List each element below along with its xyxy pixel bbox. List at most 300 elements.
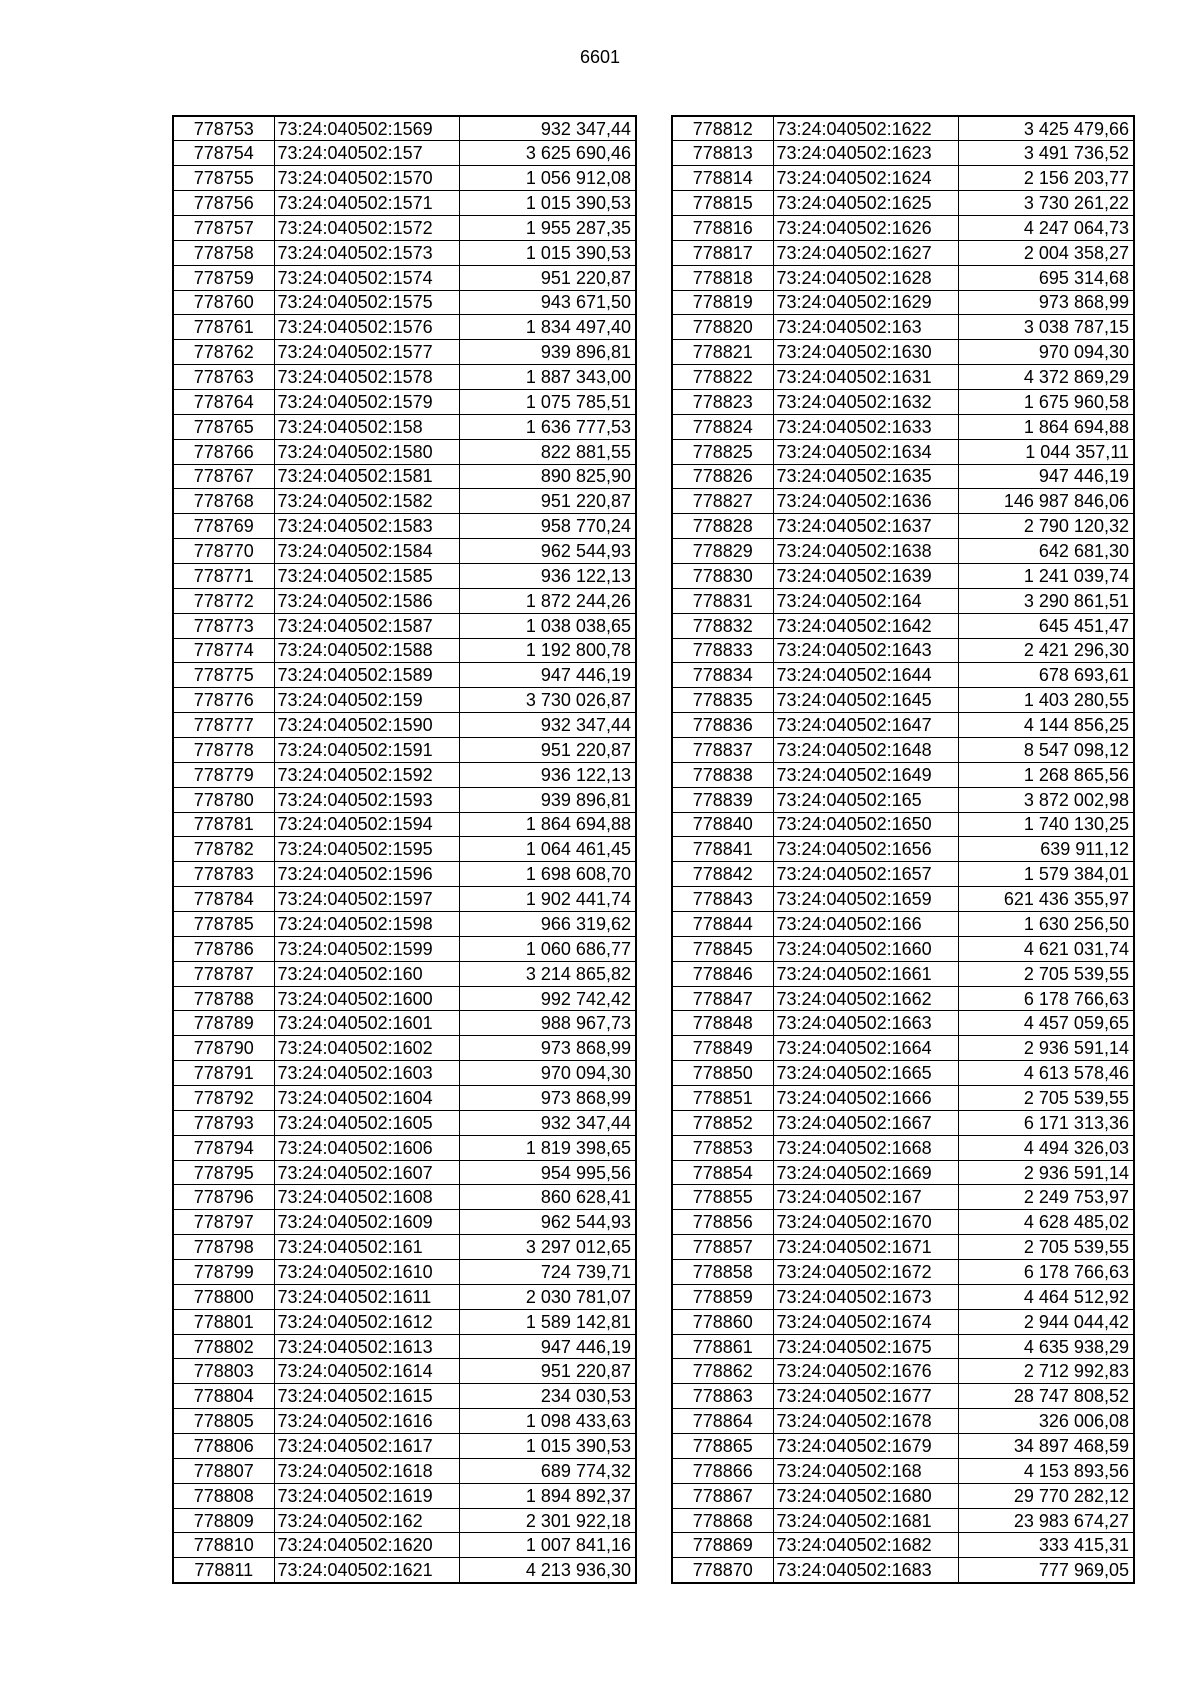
row-number-cell: 778865 [672,1434,773,1459]
table-row [173,762,636,787]
table-row [173,837,636,862]
table-row [672,1260,1134,1285]
row-number-cell: 778776 [173,688,274,713]
cadastral-number-cell: 73:24:040502:1634 [773,439,958,464]
cadastral-value-cell: 2 790 120,32 [958,514,1134,539]
table-row [672,1483,1134,1508]
table-row [672,713,1134,738]
cadastral-number-cell: 73:24:040502:1572 [274,215,459,240]
row-number-cell: 778807 [173,1458,274,1483]
cadastral-number-cell: 73:24:040502:1663 [773,1011,958,1036]
row-number-cell: 778856 [672,1210,773,1235]
cadastral-value-cell: 1 589 142,81 [459,1309,636,1334]
cadastral-number-cell: 73:24:040502:1575 [274,290,459,315]
row-number-cell: 778811 [173,1558,274,1583]
cadastral-value-cell: 1 955 287,35 [459,215,636,240]
row-number-cell: 778778 [173,737,274,762]
row-number-cell: 778802 [173,1334,274,1359]
cadastral-number-cell: 73:24:040502:1605 [274,1110,459,1135]
row-number-cell: 778853 [672,1135,773,1160]
row-number-cell: 778757 [173,215,274,240]
row-number-cell: 778783 [173,862,274,887]
table-row [672,265,1134,290]
cadastral-value-cell: 1 864 694,88 [459,812,636,837]
row-number-cell: 778793 [173,1110,274,1135]
row-number-cell: 778838 [672,762,773,787]
table-row [672,936,1134,961]
cadastral-value-cell: 936 122,13 [459,563,636,588]
cadastral-number-cell: 73:24:040502:1607 [274,1160,459,1185]
table-row [173,1558,636,1583]
table-row [173,1160,636,1185]
table-row [672,414,1134,439]
cadastral-value-cell: 4 153 893,56 [958,1458,1134,1483]
row-number-cell: 778781 [173,812,274,837]
row-number-cell: 778758 [173,240,274,265]
row-number-cell: 778846 [672,961,773,986]
table-row [173,737,636,762]
cadastral-value-cell: 947 446,19 [459,1334,636,1359]
cadastral-value-cell: 951 220,87 [459,265,636,290]
cadastral-value-cell: 1 864 694,88 [958,414,1134,439]
row-number-cell: 778862 [672,1359,773,1384]
table-row [672,812,1134,837]
table-row [672,1011,1134,1036]
cadastral-value-cell: 4 621 031,74 [958,936,1134,961]
cadastral-number-cell: 73:24:040502:1617 [274,1434,459,1459]
table-row [173,1309,636,1334]
cadastral-value-cell: 3 038 787,15 [958,315,1134,340]
cadastral-number-cell: 73:24:040502:1626 [773,215,958,240]
table-row [173,787,636,812]
cadastral-value-cell: 1 636 777,53 [459,414,636,439]
cadastral-number-cell: 73:24:040502:158 [274,414,459,439]
cadastral-number-cell: 73:24:040502:1650 [773,812,958,837]
cadastral-number-cell: 73:24:040502:1676 [773,1359,958,1384]
row-number-cell: 778868 [672,1508,773,1533]
table-row [173,439,636,464]
cadastral-value-cell: 1 834 497,40 [459,315,636,340]
table-row [672,1061,1134,1086]
cadastral-value-cell: 973 868,99 [459,1036,636,1061]
row-number-cell: 778763 [173,365,274,390]
table-row [672,1458,1134,1483]
cadastral-value-cell: 1 819 398,65 [459,1135,636,1160]
table-row [173,812,636,837]
cadastral-number-cell: 73:24:040502:1639 [773,563,958,588]
cadastral-value-cell: 1 887 343,00 [459,365,636,390]
row-number-cell: 778772 [173,588,274,613]
row-number-cell: 778787 [173,961,274,986]
cadastral-value-cell: 970 094,30 [958,340,1134,365]
cadastral-number-cell: 73:24:040502:1666 [773,1086,958,1111]
cadastral-number-cell: 73:24:040502:1680 [773,1483,958,1508]
row-number-cell: 778832 [672,613,773,638]
cadastral-number-cell: 73:24:040502:1645 [773,688,958,713]
cadastral-value-cell: 932 347,44 [459,713,636,738]
cadastral-number-cell: 73:24:040502:1662 [773,986,958,1011]
cadastral-value-cell: 639 911,12 [958,837,1134,862]
cadastral-value-cell: 4 613 578,46 [958,1061,1134,1086]
row-number-cell: 778842 [672,862,773,887]
cadastral-number-cell: 73:24:040502:1610 [274,1260,459,1285]
cadastral-number-cell: 73:24:040502:1667 [773,1110,958,1135]
cadastral-number-cell: 73:24:040502:1647 [773,713,958,738]
cadastral-value-cell: 860 628,41 [459,1185,636,1210]
cadastral-value-cell: 2 030 781,07 [459,1284,636,1309]
table-row [672,340,1134,365]
cadastral-value-cell: 1 075 785,51 [459,389,636,414]
table-row [173,1061,636,1086]
cadastral-number-cell: 73:24:040502:1673 [773,1284,958,1309]
cadastral-value-cell: 1 740 130,25 [958,812,1134,837]
row-number-cell: 778834 [672,663,773,688]
row-number-cell: 778817 [672,240,773,265]
row-number-cell: 778819 [672,290,773,315]
row-number-cell: 778767 [173,464,274,489]
cadastral-number-cell: 73:24:040502:1600 [274,986,459,1011]
cadastral-number-cell: 73:24:040502:168 [773,1458,958,1483]
cadastral-number-cell: 73:24:040502:1577 [274,340,459,365]
table-row [672,663,1134,688]
cadastral-value-cell: 1 698 608,70 [459,862,636,887]
cadastral-number-cell: 73:24:040502:1681 [773,1508,958,1533]
row-number-cell: 778854 [672,1160,773,1185]
cadastral-value-cell: 29 770 282,12 [958,1483,1134,1508]
table-row [672,365,1134,390]
cadastral-number-cell: 73:24:040502:1602 [274,1036,459,1061]
table-row [173,539,636,564]
row-number-cell: 778852 [672,1110,773,1135]
row-number-cell: 778812 [672,116,773,141]
table-row [173,1334,636,1359]
cadastral-number-cell: 73:24:040502:1625 [773,191,958,216]
cadastral-value-cell: 6 178 766,63 [958,986,1134,1011]
cadastral-number-cell: 73:24:040502:1671 [773,1235,958,1260]
cadastral-number-cell: 73:24:040502:1588 [274,638,459,663]
cadastral-value-cell: 2 705 539,55 [958,1086,1134,1111]
row-number-cell: 778760 [173,290,274,315]
cadastral-value-cell: 932 347,44 [459,116,636,141]
row-number-cell: 778815 [672,191,773,216]
table-row [173,1235,636,1260]
cadastral-value-cell: 2 944 044,42 [958,1309,1134,1334]
table-row [672,887,1134,912]
table-row [173,1260,636,1285]
row-number-cell: 778826 [672,464,773,489]
cadastral-number-cell: 73:24:040502:1677 [773,1384,958,1409]
table-row [672,613,1134,638]
row-number-cell: 778818 [672,265,773,290]
table-row [672,563,1134,588]
cadastral-value-cell: 966 319,62 [459,912,636,937]
row-number-cell: 778799 [173,1260,274,1285]
cadastral-number-cell: 73:24:040502:1678 [773,1409,958,1434]
table-row [173,514,636,539]
table-row [672,1409,1134,1434]
row-number-cell: 778835 [672,688,773,713]
table-row [173,936,636,961]
cadastral-value-cell: 4 144 856,25 [958,713,1134,738]
cadastral-value-cell: 2 301 922,18 [459,1508,636,1533]
page-number: 6601 [579,47,621,67]
table-row [173,290,636,315]
row-number-cell: 778753 [173,116,274,141]
table-row [173,1508,636,1533]
cadastral-number-cell: 73:24:040502:1598 [274,912,459,937]
cadastral-table-right [671,115,1135,1584]
row-number-cell: 778766 [173,439,274,464]
table-row [672,439,1134,464]
cadastral-value-cell: 8 547 098,12 [958,737,1134,762]
row-number-cell: 778825 [672,439,773,464]
row-number-cell: 778847 [672,986,773,1011]
cadastral-value-cell: 939 896,81 [459,340,636,365]
table-row [173,166,636,191]
cadastral-value-cell: 2 004 358,27 [958,240,1134,265]
table-row [173,1135,636,1160]
table-row [672,514,1134,539]
row-number-cell: 778800 [173,1284,274,1309]
row-number-cell: 778770 [173,539,274,564]
cadastral-number-cell: 73:24:040502:1613 [274,1334,459,1359]
table-row [173,116,636,141]
cadastral-value-cell: 1 015 390,53 [459,191,636,216]
cadastral-number-cell: 73:24:040502:1661 [773,961,958,986]
row-number-cell: 778775 [173,663,274,688]
table-row [672,912,1134,937]
row-number-cell: 778765 [173,414,274,439]
cadastral-number-cell: 73:24:040502:1594 [274,812,459,837]
table-row [173,340,636,365]
table-row [672,862,1134,887]
cadastral-number-cell: 73:24:040502:1603 [274,1061,459,1086]
cadastral-value-cell: 3 290 861,51 [958,588,1134,613]
table-row [173,1533,636,1558]
cadastral-value-cell: 992 742,42 [459,986,636,1011]
cadastral-value-cell: 23 983 674,27 [958,1508,1134,1533]
table-row [173,1086,636,1111]
cadastral-value-cell: 645 451,47 [958,613,1134,638]
row-number-cell: 778843 [672,887,773,912]
cadastral-value-cell: 1 015 390,53 [459,240,636,265]
cadastral-value-cell: 2 936 591,14 [958,1036,1134,1061]
cadastral-number-cell: 73:24:040502:163 [773,315,958,340]
table-row [173,1359,636,1384]
cadastral-value-cell: 1 579 384,01 [958,862,1134,887]
table-row [672,1508,1134,1533]
cadastral-number-cell: 73:24:040502:1601 [274,1011,459,1036]
table-row [672,489,1134,514]
cadastral-number-cell: 73:24:040502:1620 [274,1533,459,1558]
cadastral-value-cell: 4 635 938,29 [958,1334,1134,1359]
cadastral-number-cell: 73:24:040502:1665 [773,1061,958,1086]
table-row [672,588,1134,613]
table-row [672,638,1134,663]
row-number-cell: 778769 [173,514,274,539]
cadastral-value-cell: 932 347,44 [459,1110,636,1135]
row-number-cell: 778804 [173,1384,274,1409]
row-number-cell: 778839 [672,787,773,812]
cadastral-number-cell: 73:24:040502:1579 [274,389,459,414]
row-number-cell: 778755 [173,166,274,191]
cadastral-number-cell: 73:24:040502:1659 [773,887,958,912]
row-number-cell: 778863 [672,1384,773,1409]
cadastral-value-cell: 2 421 296,30 [958,638,1134,663]
table-row [173,862,636,887]
row-number-cell: 778850 [672,1061,773,1086]
cadastral-number-cell: 73:24:040502:1608 [274,1185,459,1210]
cadastral-number-cell: 73:24:040502:166 [773,912,958,937]
cadastral-number-cell: 73:24:040502:1619 [274,1483,459,1508]
cadastral-number-cell: 73:24:040502:1670 [773,1210,958,1235]
row-number-cell: 778764 [173,389,274,414]
cadastral-number-cell: 73:24:040502:1592 [274,762,459,787]
cadastral-number-cell: 73:24:040502:159 [274,688,459,713]
row-number-cell: 778803 [173,1359,274,1384]
table-row [672,215,1134,240]
cadastral-value-cell: 1 268 865,56 [958,762,1134,787]
table-row [672,116,1134,141]
cadastral-value-cell: 3 872 002,98 [958,787,1134,812]
row-number-cell: 778830 [672,563,773,588]
cadastral-value-cell: 1 894 892,37 [459,1483,636,1508]
cadastral-number-cell: 73:24:040502:1581 [274,464,459,489]
row-number-cell: 778759 [173,265,274,290]
row-number-cell: 778848 [672,1011,773,1036]
cadastral-number-cell: 73:24:040502:1631 [773,365,958,390]
row-number-cell: 778864 [672,1409,773,1434]
cadastral-value-cell: 970 094,30 [459,1061,636,1086]
cadastral-table-left [172,115,637,1584]
row-number-cell: 778823 [672,389,773,414]
cadastral-number-cell: 73:24:040502:160 [274,961,459,986]
table-row [173,1434,636,1459]
table-row [672,1235,1134,1260]
table-row [173,489,636,514]
cadastral-value-cell: 943 671,50 [459,290,636,315]
cadastral-number-cell: 73:24:040502:1612 [274,1309,459,1334]
row-number-cell: 778857 [672,1235,773,1260]
cadastral-value-cell: 1 056 912,08 [459,166,636,191]
cadastral-value-cell: 6 171 313,36 [958,1110,1134,1135]
row-number-cell: 778828 [672,514,773,539]
cadastral-value-cell: 2 705 539,55 [958,1235,1134,1260]
table-row [173,365,636,390]
row-number-cell: 778788 [173,986,274,1011]
table-row [173,1036,636,1061]
row-number-cell: 778859 [672,1284,773,1309]
cadastral-number-cell: 73:24:040502:1672 [773,1260,958,1285]
cadastral-value-cell: 3 491 736,52 [958,141,1134,166]
table-row [173,563,636,588]
cadastral-number-cell: 73:24:040502:1621 [274,1558,459,1583]
cadastral-value-cell: 947 446,19 [459,663,636,688]
cadastral-number-cell: 73:24:040502:1628 [773,265,958,290]
row-number-cell: 778867 [672,1483,773,1508]
cadastral-number-cell: 73:24:040502:1591 [274,737,459,762]
cadastral-number-cell: 73:24:040502:1583 [274,514,459,539]
table-row [173,638,636,663]
cadastral-number-cell: 73:24:040502:1637 [773,514,958,539]
cadastral-value-cell: 689 774,32 [459,1458,636,1483]
cadastral-value-cell: 973 868,99 [958,290,1134,315]
table-row [173,389,636,414]
table-row [173,240,636,265]
cadastral-number-cell: 73:24:040502:1622 [773,116,958,141]
cadastral-value-cell: 973 868,99 [459,1086,636,1111]
cadastral-value-cell: 333 415,31 [958,1533,1134,1558]
cadastral-number-cell: 73:24:040502:1638 [773,539,958,564]
cadastral-number-cell: 73:24:040502:164 [773,588,958,613]
cadastral-number-cell: 73:24:040502:1609 [274,1210,459,1235]
cadastral-value-cell: 962 544,93 [459,539,636,564]
cadastral-number-cell: 73:24:040502:1599 [274,936,459,961]
cadastral-number-cell: 73:24:040502:161 [274,1235,459,1260]
cadastral-value-cell: 2 249 753,97 [958,1185,1134,1210]
cadastral-value-cell: 1 241 039,74 [958,563,1134,588]
table-row [173,265,636,290]
table-row [672,762,1134,787]
cadastral-value-cell: 621 436 355,97 [958,887,1134,912]
cadastral-value-cell: 4 464 512,92 [958,1284,1134,1309]
row-number-cell: 778809 [173,1508,274,1533]
table-row [173,191,636,216]
table-row [173,961,636,986]
table-row [173,986,636,1011]
table-row [173,688,636,713]
cadastral-value-cell: 1 038 038,65 [459,613,636,638]
row-number-cell: 778821 [672,340,773,365]
table-row [672,688,1134,713]
row-number-cell: 778796 [173,1185,274,1210]
row-number-cell: 778784 [173,887,274,912]
cadastral-value-cell: 951 220,87 [459,489,636,514]
row-number-cell: 778827 [672,489,773,514]
cadastral-number-cell: 73:24:040502:1571 [274,191,459,216]
row-number-cell: 778798 [173,1235,274,1260]
cadastral-number-cell: 73:24:040502:1616 [274,1409,459,1434]
row-number-cell: 778771 [173,563,274,588]
table-row [173,315,636,340]
table-row [672,1185,1134,1210]
table-row [672,1160,1134,1185]
cadastral-value-cell: 3 730 261,22 [958,191,1134,216]
row-number-cell: 778837 [672,737,773,762]
cadastral-number-cell: 73:24:040502:1668 [773,1135,958,1160]
cadastral-number-cell: 73:24:040502:167 [773,1185,958,1210]
table-row [672,290,1134,315]
cadastral-value-cell: 777 969,05 [958,1558,1134,1583]
cadastral-value-cell: 3 425 479,66 [958,116,1134,141]
cadastral-number-cell: 73:24:040502:1576 [274,315,459,340]
cadastral-value-cell: 1 044 357,11 [958,439,1134,464]
row-number-cell: 778779 [173,762,274,787]
cadastral-value-cell: 962 544,93 [459,1210,636,1235]
cadastral-value-cell: 146 987 846,06 [958,489,1134,514]
row-number-cell: 778789 [173,1011,274,1036]
row-number-cell: 778849 [672,1036,773,1061]
row-number-cell: 778861 [672,1334,773,1359]
cadastral-value-cell: 4 457 059,65 [958,1011,1134,1036]
table-row [672,1334,1134,1359]
cadastral-number-cell: 73:24:040502:1584 [274,539,459,564]
table-row [173,713,636,738]
cadastral-number-cell: 73:24:040502:1660 [773,936,958,961]
table-row [672,1135,1134,1160]
cadastral-number-cell: 73:24:040502:1648 [773,737,958,762]
table-row [672,240,1134,265]
